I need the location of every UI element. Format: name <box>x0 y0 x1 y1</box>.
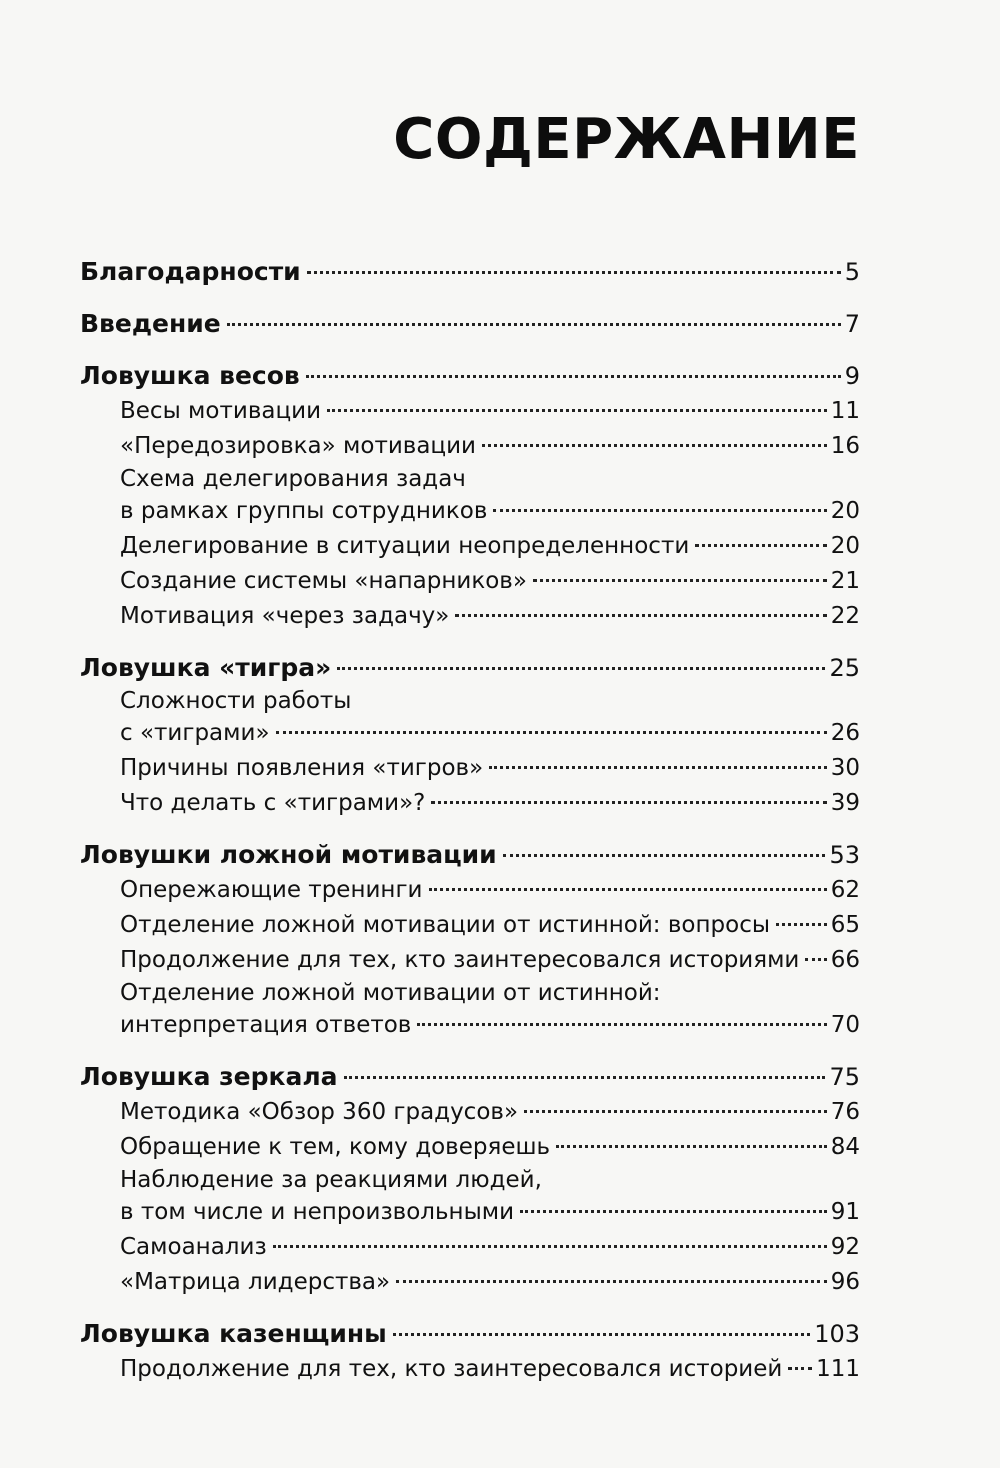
toc-subsection-entry[interactable] <box>80 1130 860 1165</box>
dot-leader <box>493 509 826 512</box>
page-number: 5 <box>844 258 860 286</box>
toc-chapter-entry[interactable] <box>80 1059 860 1095</box>
subsection-title: Что делать с «тиграми»? <box>120 790 426 816</box>
dot-leader <box>788 1367 812 1370</box>
toc-subsection-entry[interactable] <box>80 786 860 821</box>
subsection-title-line: Сложности работы <box>120 688 352 714</box>
subsection-title: Отделение ложной мотивации от истинной: вопросы <box>120 912 771 938</box>
toc-section <box>80 650 860 821</box>
dot-leader <box>344 1076 826 1079</box>
toc-subsection-entry[interactable] <box>80 394 860 429</box>
toc-subsection-entry[interactable] <box>80 494 860 529</box>
page-number: 75 <box>829 1063 860 1091</box>
dot-leader <box>327 409 827 412</box>
subsection-title: Продолжение для тех, кто заинтересовался историями <box>120 947 800 973</box>
subsection-title: с «тиграми» <box>120 720 270 746</box>
dot-leader <box>695 544 826 547</box>
toc-subsection-entry[interactable] <box>80 1265 860 1300</box>
chapter-title: Ловушка зеркала <box>80 1062 338 1091</box>
dot-leader <box>455 614 826 617</box>
subsection-title: Делегирование в ситуации неопределенности <box>120 533 690 559</box>
dot-leader <box>524 1110 827 1113</box>
toc-subsection-entry[interactable] <box>80 429 860 464</box>
subsection-title: Самоанализ <box>120 1234 267 1260</box>
page-number: 66 <box>830 947 860 973</box>
chapter-title: Ловушка весов <box>80 361 300 390</box>
toc-section <box>80 358 860 634</box>
dot-leader <box>503 854 826 857</box>
subsection-title: в том числе и непроизвольными <box>120 1199 515 1225</box>
page-number: 70 <box>830 1012 860 1038</box>
subsection-title-line: Схема делегирования задач <box>120 466 466 492</box>
dot-leader <box>776 923 827 926</box>
subsection-title: Продолжение для тех, кто заинтересовался историей <box>120 1356 783 1382</box>
page-number: 76 <box>830 1099 860 1125</box>
page-number: 11 <box>830 398 860 424</box>
toc-chapter-entry[interactable] <box>80 358 860 394</box>
page-number: 84 <box>830 1134 860 1160</box>
dot-leader <box>431 801 826 804</box>
subsection-title: «Передозировка» мотивации <box>120 433 476 459</box>
toc-section <box>80 837 860 1043</box>
page-number: 62 <box>830 877 860 903</box>
subsection-title: Создание системы «напарников» <box>120 568 527 594</box>
page-number: 25 <box>829 654 860 682</box>
table-of-contents <box>80 254 860 1403</box>
subsection-title: Причины появления «тигров» <box>120 755 484 781</box>
dot-leader <box>417 1023 826 1026</box>
subsection-title: в рамках группы сотрудников <box>120 498 488 524</box>
toc-subsection-entry[interactable] <box>80 1195 860 1230</box>
subsection-title: Опережающие тренинги <box>120 877 423 903</box>
dot-leader <box>337 667 825 670</box>
toc-subsection-entry[interactable] <box>80 599 860 634</box>
toc-chapter-entry[interactable] <box>80 837 860 873</box>
page-number: 9 <box>844 362 860 390</box>
page-number: 91 <box>830 1199 860 1225</box>
toc-subsection-entry[interactable] <box>80 943 860 978</box>
subsection-title: Мотивация «через задачу» <box>120 603 450 629</box>
toc-chapter-entry[interactable] <box>80 306 860 342</box>
page-number: 111 <box>816 1356 860 1382</box>
toc-section <box>80 306 860 342</box>
page-number: 26 <box>830 720 860 746</box>
dot-leader <box>393 1333 810 1336</box>
dot-leader <box>520 1210 827 1213</box>
page-number: 16 <box>830 433 860 459</box>
dot-leader <box>482 444 827 447</box>
toc-subsection-entry[interactable] <box>80 1230 860 1265</box>
chapter-title: Благодарности <box>80 257 301 286</box>
toc-subsection-entry[interactable] <box>80 908 860 943</box>
toc-chapter-entry[interactable] <box>80 254 860 290</box>
subsection-title: интерпретация ответов <box>120 1012 412 1038</box>
dot-leader <box>396 1280 827 1283</box>
page-number: 96 <box>830 1269 860 1295</box>
toc-subsection-entry[interactable] <box>80 529 860 564</box>
subsection-title: Обращение к тем, кому доверяешь <box>120 1134 551 1160</box>
chapter-title: Ловушка «тигра» <box>80 653 332 682</box>
subsection-title-line: Отделение ложной мотивации от истинной: <box>120 980 661 1006</box>
subsection-title: «Матрица лидерства» <box>120 1269 391 1295</box>
toc-chapter-entry[interactable] <box>80 1316 860 1352</box>
toc-section <box>80 1316 860 1387</box>
page-number: 20 <box>830 533 860 559</box>
dot-leader <box>306 375 841 378</box>
dot-leader <box>307 271 841 274</box>
chapter-title: Введение <box>80 309 221 338</box>
toc-subsection-entry[interactable] <box>80 1352 860 1387</box>
page-number: 30 <box>830 755 860 781</box>
dot-leader <box>533 579 827 582</box>
toc-chapter-entry[interactable] <box>80 650 860 686</box>
dot-leader <box>429 888 827 891</box>
subsection-title: Весы мотивации <box>120 398 322 424</box>
toc-subsection-entry[interactable] <box>80 716 860 751</box>
dot-leader <box>556 1145 827 1148</box>
page-number: 65 <box>830 912 860 938</box>
toc-subsection-entry[interactable] <box>80 873 860 908</box>
page-number: 103 <box>814 1320 860 1348</box>
toc-subsection-entry[interactable] <box>80 1008 860 1043</box>
page-number: 53 <box>829 841 860 869</box>
page-number: 92 <box>830 1234 860 1260</box>
toc-subsection-entry[interactable] <box>80 751 860 786</box>
dot-leader <box>489 766 827 769</box>
chapter-title: Ловушки ложной мотивации <box>80 840 497 869</box>
page-number: 7 <box>844 310 860 338</box>
page-number: 21 <box>830 568 860 594</box>
subsection-title: Методика «Обзор 360 градусов» <box>120 1099 519 1125</box>
dot-leader <box>227 323 841 326</box>
page-number: 39 <box>830 790 860 816</box>
toc-subsection-entry[interactable] <box>80 1095 860 1130</box>
toc-subsection-entry[interactable] <box>80 564 860 599</box>
subsection-title-line: Наблюдение за реакциями людей, <box>120 1167 542 1193</box>
chapter-title: Ловушка казенщины <box>80 1319 387 1348</box>
page-number: 20 <box>830 498 860 524</box>
page-title: СОДЕРЖАНИЕ <box>393 107 860 172</box>
dot-leader <box>276 731 827 734</box>
page-number: 22 <box>830 603 860 629</box>
toc-section <box>80 254 860 290</box>
dot-leader <box>273 1245 827 1248</box>
dot-leader <box>805 958 826 961</box>
toc-section <box>80 1059 860 1300</box>
